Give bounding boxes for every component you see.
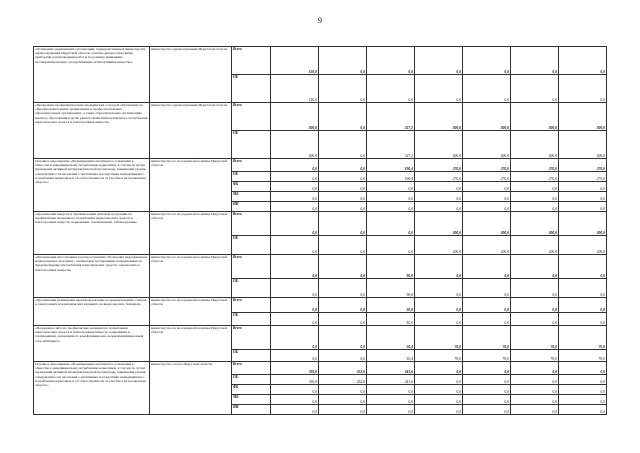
funding-source: Всего: [232, 362, 271, 375]
amount-cell: 0,0: [463, 405, 511, 415]
amount-cell: 0,0: [271, 350, 319, 362]
funding-source: ОБ: [232, 313, 271, 326]
amount-cell: 0,0: [559, 405, 607, 415]
amount-cell: 327,2: [367, 103, 415, 131]
table-row: [34, 326, 607, 350]
amount-cell: 0,0: [319, 212, 367, 236]
amount-cell: 270,0: [511, 172, 559, 182]
responsible-ministry: министерство по молодежной политике Иркутской области: [150, 159, 232, 212]
activity-description: Основное мероприятие «Формирование негативного отношения в обществе к немедицинскому потреблению наркотиков, в том числе путем проведения активной антинаркотической пропаганды, повышения уровня осведомленности населения о негативных последствиях немедицинского потребления наркотиков и об ответственности за участие в их незаконном обороте»: [34, 159, 150, 212]
amount-cell: 0,0: [271, 192, 319, 202]
budget-table: [33, 46, 607, 415]
amount-cell: 0,0: [511, 385, 559, 395]
amount-cell: 0,0: [511, 202, 559, 212]
amount-cell: 0,0: [271, 159, 319, 172]
amount-cell: 200,0: [511, 236, 559, 255]
table-row: [34, 47, 607, 75]
amount-cell: 0,0: [319, 192, 367, 202]
amount-cell: 0,0: [319, 350, 367, 362]
amount-cell: 0,0: [463, 75, 511, 103]
amount-cell: 50,0: [367, 313, 415, 326]
amount-cell: 0,0: [367, 192, 415, 202]
funding-source: ОБ: [232, 279, 271, 298]
activity-description: «Организация изготовления и распространения обучающих видеофильмов, компьютерных программ с элементами тестирования, направленных на предупреждение употребления наркотических средств, токсических и психотропных веществ»: [34, 255, 150, 298]
amount-cell: 0,0: [367, 75, 415, 103]
amount-cell: 0,0: [319, 172, 367, 182]
amount-cell: 270,0: [415, 172, 463, 182]
funding-source: ОБ: [232, 350, 271, 362]
table-row: [34, 103, 607, 131]
amount-cell: 200,0: [415, 236, 463, 255]
amount-cell: 0,0: [319, 159, 367, 172]
amount-cell: 0,0: [463, 375, 511, 385]
amount-cell: 0,0: [511, 255, 559, 279]
amount-cell: 0,0: [319, 405, 367, 415]
amount-cell: 50,4: [367, 350, 415, 362]
activity-description: «Организация выпуска и тиражирования печатной продукции по профилактике незаконного потребления наркотических средств и психотропных веществ, наркомании, токсикомании, табакокурения»: [34, 212, 150, 255]
table-row: [34, 298, 607, 313]
amount-cell: 0,0: [559, 255, 607, 279]
amount-cell: 70,0: [463, 350, 511, 362]
amount-cell: 500,0: [559, 103, 607, 131]
amount-cell: 0,0: [415, 202, 463, 212]
funding-source: МБ: [232, 395, 271, 405]
amount-cell: 70,0: [463, 326, 511, 350]
amount-cell: 0,0: [271, 172, 319, 182]
amount-cell: 0,0: [415, 279, 463, 298]
amount-cell: 0,0: [367, 405, 415, 415]
amount-cell: 0,0: [271, 385, 319, 395]
amount-cell: 500,0: [511, 103, 559, 131]
funding-source: Всего: [232, 212, 271, 236]
amount-cell: 70,0: [559, 350, 607, 362]
amount-cell: 70,0: [511, 326, 559, 350]
amount-cell: 0,0: [319, 236, 367, 255]
amount-cell: 0,0: [319, 103, 367, 131]
amount-cell: 0,0: [559, 375, 607, 385]
amount-cell: 500,0: [271, 131, 319, 159]
amount-cell: 0,0: [511, 313, 559, 326]
amount-cell: 0,0: [463, 182, 511, 192]
amount-cell: 0,0: [319, 75, 367, 103]
amount-cell: 0,0: [415, 395, 463, 405]
amount-cell: 0,0: [559, 182, 607, 192]
amount-cell: 0,0: [415, 192, 463, 202]
activity-description: «Поддержка сайта по профилактике незаконного потребления наркотических средств и психотропных веществ, наркомании и токсикомании, размещенного в информационно-телекоммуникационной сети «Интернет»: [34, 326, 150, 362]
funding-source: ОБ: [232, 375, 271, 385]
amount-cell: 0,0: [415, 182, 463, 192]
funding-source: ОБ: [232, 131, 271, 159]
amount-cell: 0,0: [511, 75, 559, 103]
responsible-ministry: министерство здравоохранения Иркутской области: [150, 103, 232, 159]
amount-cell: 0,0: [319, 313, 367, 326]
amount-cell: 200,0: [559, 236, 607, 255]
amount-cell: 500,0: [415, 103, 463, 131]
amount-cell: 0,0: [559, 279, 607, 298]
activity-description: «Проведение профилактических медицинских осмотров обучающихся в общеобразовательных организациях и профессиональных образовательных организациях, а также образовательных организациях высшего образования в целях раннего выявления незаконного потребления наркотических средств и психотропных веществ»: [34, 103, 150, 159]
amount-cell: 0,0: [463, 279, 511, 298]
amount-cell: 0,0: [367, 212, 415, 236]
funding-source: Всего: [232, 326, 271, 350]
amount-cell: 150,0: [271, 47, 319, 75]
amount-cell: 0,0: [559, 395, 607, 405]
amount-cell: 70,0: [511, 350, 559, 362]
amount-cell: 270,0: [511, 159, 559, 172]
amount-cell: 0,0: [319, 279, 367, 298]
table-row: [34, 212, 607, 236]
funding-source: Всего: [232, 298, 271, 313]
amount-cell: 200,0: [463, 236, 511, 255]
amount-cell: 0,0: [463, 202, 511, 212]
amount-cell: 150,0: [271, 75, 319, 103]
amount-cell: 0,0: [415, 375, 463, 385]
amount-cell: 252,0: [319, 362, 367, 375]
amount-cell: 252,0: [319, 375, 367, 385]
amount-cell: 500,0: [559, 131, 607, 159]
table-row: [34, 362, 607, 375]
amount-cell: 190,4: [367, 172, 415, 182]
amount-cell: 0,0: [271, 326, 319, 350]
funding-source: ОБ: [232, 236, 271, 255]
amount-cell: 0,0: [463, 385, 511, 395]
funding-source: ОБ: [232, 75, 271, 103]
amount-cell: 0,0: [463, 298, 511, 313]
amount-cell: 270,0: [463, 159, 511, 172]
amount-cell: 0,0: [463, 362, 511, 375]
amount-cell: 0,0: [463, 255, 511, 279]
amount-cell: 0,0: [367, 236, 415, 255]
amount-cell: 0,0: [271, 212, 319, 236]
amount-cell: 270,0: [463, 172, 511, 182]
amount-cell: 241,6: [367, 375, 415, 385]
amount-cell: 0,0: [511, 182, 559, 192]
amount-cell: 50,4: [367, 326, 415, 350]
funding-source: Всего: [232, 103, 271, 131]
amount-cell: 500,0: [271, 103, 319, 131]
amount-cell: 0,0: [319, 255, 367, 279]
amount-cell: 90,0: [367, 255, 415, 279]
amount-cell: 0,0: [415, 298, 463, 313]
amount-cell: 0,0: [271, 313, 319, 326]
amount-cell: 0,0: [319, 47, 367, 75]
amount-cell: 270,0: [559, 159, 607, 172]
responsible-ministry: министерство по молодежной политике Иркутской области: [150, 255, 232, 298]
amount-cell: 500,0: [463, 131, 511, 159]
funding-source: МБ: [232, 192, 271, 202]
funding-source: ИИ: [232, 202, 271, 212]
amount-cell: 0,0: [319, 182, 367, 192]
amount-cell: 0,0: [271, 405, 319, 415]
amount-cell: 330,0: [271, 362, 319, 375]
amount-cell: 0,0: [463, 395, 511, 405]
amount-cell: 0,0: [415, 255, 463, 279]
activity-description: Основное мероприятие «Формирование негативного отношения в обществе к немедицинскому потреблению наркотиков, в том числе путем проведения активной антинаркотической пропаганды, повышения уровня осведомленности населения о негативных последствиях немедицинского потребления наркотиков и об ответственности за участие в их незаконном обороте»: [34, 362, 150, 415]
amount-cell: 241,6: [367, 362, 415, 375]
activity-description: «Оснащение медицинских организаций, подведомственных министерству здравоохранения Иркутской области, лечебно-диагностическими приборами для проведения работы по раннему выявлению несовершеннолетних, употребляющих психоактивные вещества»: [34, 47, 150, 103]
amount-cell: 0,0: [415, 405, 463, 415]
amount-cell: 0,0: [319, 202, 367, 212]
amount-cell: 0,0: [271, 236, 319, 255]
responsible-ministry: министерство спорта Иркутской области: [150, 362, 232, 415]
funding-source: ФБ: [232, 182, 271, 192]
funding-source: Всего: [232, 255, 271, 279]
amount-cell: 0,0: [367, 47, 415, 75]
amount-cell: 0,0: [271, 298, 319, 313]
amount-cell: 0,0: [415, 385, 463, 395]
amount-cell: 500,0: [463, 103, 511, 131]
amount-cell: 500,0: [415, 131, 463, 159]
amount-cell: 0,0: [271, 395, 319, 405]
amount-cell: 0,0: [319, 385, 367, 395]
amount-cell: 0,0: [367, 182, 415, 192]
amount-cell: 0,0: [415, 313, 463, 326]
responsible-ministry: министерство по молодежной политике Иркутской области: [150, 212, 232, 255]
amount-cell: 70,0: [559, 326, 607, 350]
amount-cell: 0,0: [415, 362, 463, 375]
amount-cell: 0,0: [511, 375, 559, 385]
amount-cell: 0,0: [559, 298, 607, 313]
amount-cell: 327,2: [367, 131, 415, 159]
table-row: [34, 255, 607, 279]
amount-cell: 0,0: [511, 298, 559, 313]
amount-cell: 0,0: [271, 255, 319, 279]
amount-cell: 50,0: [367, 298, 415, 313]
funding-source: Всего: [232, 159, 271, 172]
amount-cell: 200,0: [511, 212, 559, 236]
amount-cell: 0,0: [367, 385, 415, 395]
page-number: 9: [318, 16, 322, 25]
amount-cell: 0,0: [463, 313, 511, 326]
amount-cell: 0,0: [511, 279, 559, 298]
activity-description: «Организация размещения наружной рекламы на принадлежащих стендах, в электронных и периодических изданиях, на видеоэкранах, баннерах»: [34, 298, 150, 326]
amount-cell: 330,0: [271, 375, 319, 385]
amount-cell: 270,0: [559, 172, 607, 182]
amount-cell: 0,0: [511, 405, 559, 415]
amount-cell: 200,0: [415, 212, 463, 236]
amount-cell: 0,0: [511, 362, 559, 375]
amount-cell: 70,0: [415, 350, 463, 362]
amount-cell: 0,0: [463, 192, 511, 202]
amount-cell: 0,0: [559, 192, 607, 202]
amount-cell: 500,0: [511, 131, 559, 159]
amount-cell: 0,0: [559, 385, 607, 395]
amount-cell: 0,0: [319, 131, 367, 159]
amount-cell: 0,0: [463, 47, 511, 75]
amount-cell: 0,0: [367, 202, 415, 212]
funding-source: ИИ: [232, 405, 271, 415]
amount-cell: 0,0: [319, 326, 367, 350]
amount-cell: 0,0: [271, 202, 319, 212]
amount-cell: 90,0: [367, 279, 415, 298]
amount-cell: 0,0: [319, 298, 367, 313]
responsible-ministry: министерство по молодежной политике Иркутской области: [150, 298, 232, 326]
funding-source: Всего: [232, 47, 271, 75]
funding-source: ОБ: [232, 172, 271, 182]
amount-cell: 70,0: [415, 326, 463, 350]
amount-cell: 0,0: [415, 75, 463, 103]
amount-cell: 0,0: [271, 279, 319, 298]
amount-cell: 0,0: [415, 47, 463, 75]
amount-cell: 0,0: [559, 75, 607, 103]
amount-cell: 0,0: [271, 182, 319, 192]
amount-cell: 0,0: [511, 395, 559, 405]
amount-cell: 0,0: [319, 395, 367, 405]
amount-cell: 0,0: [511, 47, 559, 75]
amount-cell: 0,0: [367, 395, 415, 405]
amount-cell: 200,0: [463, 212, 511, 236]
table-row: [34, 159, 607, 172]
amount-cell: 0,0: [559, 202, 607, 212]
amount-cell: 190,4: [367, 159, 415, 172]
responsible-ministry: министерство здравоохранения Иркутской области: [150, 47, 232, 103]
amount-cell: 270,0: [415, 159, 463, 172]
amount-cell: 0,0: [559, 47, 607, 75]
amount-cell: 0,0: [511, 192, 559, 202]
amount-cell: 200,0: [559, 212, 607, 236]
responsible-ministry: министерство по молодежной политике Иркутской области: [150, 326, 232, 362]
funding-source: ФБ: [232, 385, 271, 395]
amount-cell: 0,0: [559, 313, 607, 326]
amount-cell: 0,0: [559, 362, 607, 375]
